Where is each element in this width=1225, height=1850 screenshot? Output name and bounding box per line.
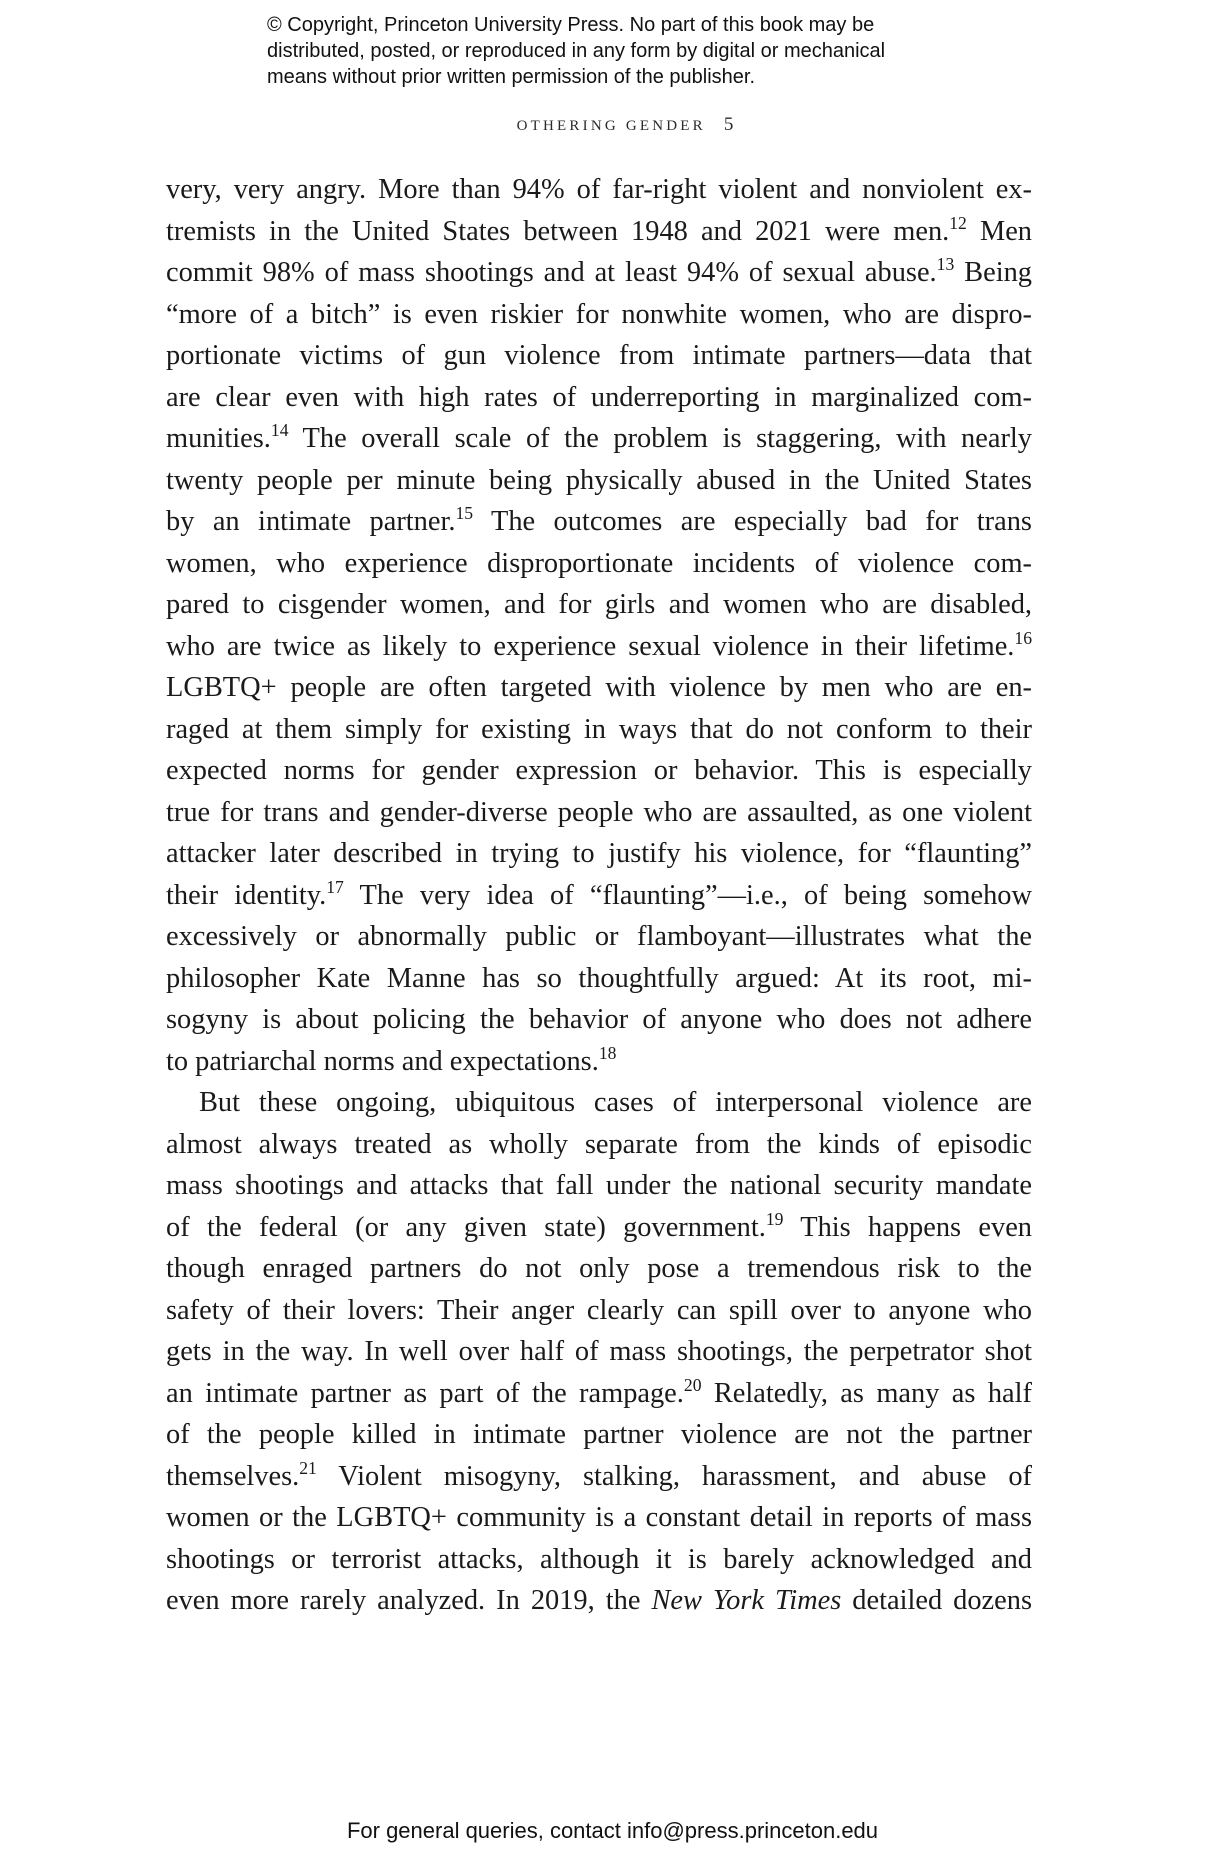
text-run: of the federal (or any given state) government. [166,1211,766,1243]
body-text [166,169,1032,1622]
copyright-notice [267,12,967,90]
footer-contact: For general queries, contact info@press.princeton.edu [346,1818,879,1843]
text-line [166,294,1032,336]
text-run: gets in the way. In well over half of mass shootings, the perpetrator shot [166,1336,1032,1367]
footnote-marker[interactable]: 18 [598,1042,617,1063]
text-line [166,252,1032,294]
page-number: 5 [723,114,734,135]
text-run: Men [966,215,1032,247]
text-line [166,999,1032,1041]
text-line [166,792,1032,834]
text-run: portionate victims of gun violence from intimate partners—data that [166,340,1032,371]
text-line [166,1414,1032,1456]
text-run: philosopher Kate Manne has so thoughtfully argued: At its root, mi- [166,962,1032,994]
text-run: But these ongoing, ubiquitous cases of interpersonal violence are [199,1087,1032,1118]
text-line [166,1456,1032,1498]
text-run: tremists in the United States between 1948 and 2021 were men. [166,215,950,247]
text-run: an intimate partner as part of the rampage. [166,1377,684,1409]
text-line [166,1082,1032,1124]
text-line [166,501,1032,543]
text-run: commit 98% of mass shootings and at least 94% of sexual abuse. [166,257,937,288]
text-line [166,958,1032,1000]
italic-title: New York Times [651,1585,842,1616]
footnote-marker[interactable]: 16 [1014,627,1032,648]
text-line [166,335,1032,377]
text-line [166,418,1032,460]
text-run: themselves. [166,1460,300,1492]
text-run: Relatedly, as many as half [701,1377,1032,1409]
text-run: The very idea of “flaunting”—i.e., of being somehow [343,879,1032,911]
text-line [166,1580,1032,1622]
text-run: This happens even [783,1211,1032,1243]
text-run: of the people killed in intimate partner violence are not the partner [166,1419,1032,1450]
text-line [166,833,1032,875]
text-run: expected norms for gender expression or behavior. This is especially [166,755,1032,786]
text-run: true for trans and gender-diverse people who are assaulted, as one violent [166,796,1032,828]
text-run: mass shootings and attacks that fall under the national security mandate [166,1170,1032,1201]
footnote-marker[interactable]: 19 [765,1208,784,1229]
footnote-marker[interactable]: 14 [270,420,289,441]
text-run: to patriarchal norms and expectations. [166,1045,599,1077]
text-line [166,1041,1032,1083]
text-line [166,1124,1032,1166]
text-line [166,1165,1032,1207]
text-run: The overall scale of the problem is staggering, with nearly [288,423,1032,454]
footnote-marker[interactable]: 21 [299,1457,317,1478]
text-run: excessively or abnormally public or flamboyant—illustrates what the [166,921,1032,952]
running-head-title: OTHERING GENDER [516,118,706,134]
text-run: twenty people per minute being physically abused in the United States [166,464,1032,496]
text-line [166,543,1032,585]
text-line [166,875,1032,917]
text-line [166,1539,1032,1581]
text-run: pared to cisgender women, and for girls and women who are disabled, [166,589,1032,620]
text-line [166,377,1032,419]
text-run: women or the LGBTQ+ community is a constant detail in reports of mass [166,1502,1032,1533]
text-run: sogyny is about policing the behavior of anyone who does not adhere [166,1004,1032,1035]
text-run: their identity. [166,879,327,911]
text-run: very, very angry. More than 94% of far-right violent and nonviolent ex- [166,174,1032,205]
text-line [166,1373,1032,1415]
text-line [166,1207,1032,1249]
text-run: “more of a bitch” is even riskier for nonwhite women, who are dispro- [166,298,1032,330]
text-run: raged at them simply for existing in ways that do not conform to their [166,713,1032,745]
text-run: almost always treated as wholly separate from the kinds of episodic [166,1128,1032,1160]
text-run: Violent misogyny, stalking, harassment, and abuse of [316,1460,1032,1492]
text-line [166,709,1032,751]
text-line [166,169,1032,211]
text-run: shootings or terrorist attacks, although it is barely acknowledged and [166,1543,1032,1575]
text-line [166,460,1032,502]
text-run: attacker later described in trying to justify his violence, for “flaunting” [166,838,1032,869]
text-run: detailed dozens [841,1585,1032,1616]
text-line [166,1497,1032,1539]
footnote-marker[interactable]: 20 [683,1374,702,1395]
text-run: are clear even with high rates of underreporting in marginalized com- [166,381,1032,413]
text-line [166,211,1032,253]
text-line [166,1331,1032,1373]
text-run: munities. [166,423,271,454]
copyright-line: means without prior written permission of the publisher. [267,66,756,88]
text-run: safety of their lovers: Their anger clearly can spill over to anyone who [166,1294,1032,1326]
text-run: Being [954,257,1032,288]
text-run: though enraged partners do not only pose a tremendous risk to the [166,1253,1032,1284]
text-line [166,584,1032,626]
running-head [0,114,1225,136]
footnote-marker[interactable]: 13 [936,254,955,275]
footnote-marker[interactable]: 17 [326,876,344,897]
text-line [166,1290,1032,1332]
text-run: who are twice as likely to experience sexual violence in their lifetime. [166,630,1015,662]
text-run: even more rarely analyzed. In 2019, the [166,1585,652,1616]
footnote-marker[interactable]: 15 [455,503,474,524]
copyright-line: © Copyright, Princeton University Press. No part of this book may be [267,14,875,36]
text-line [166,750,1032,792]
footnote-marker[interactable]: 12 [949,212,967,233]
text-run: by an intimate partner. [166,506,456,537]
text-run: women, who experience disproportionate incidents of violence com- [166,547,1032,579]
text-run: The outcomes are especially bad for trans [473,506,1032,537]
copyright-line: distributed, posted, or reproduced in any form by digital or mechanical [267,40,886,62]
text-line [166,916,1032,958]
text-line [166,626,1032,668]
text-line [166,1248,1032,1290]
text-line [166,667,1032,709]
text-run: LGBTQ+ people are often targeted with violence by men who are en- [166,672,1032,703]
